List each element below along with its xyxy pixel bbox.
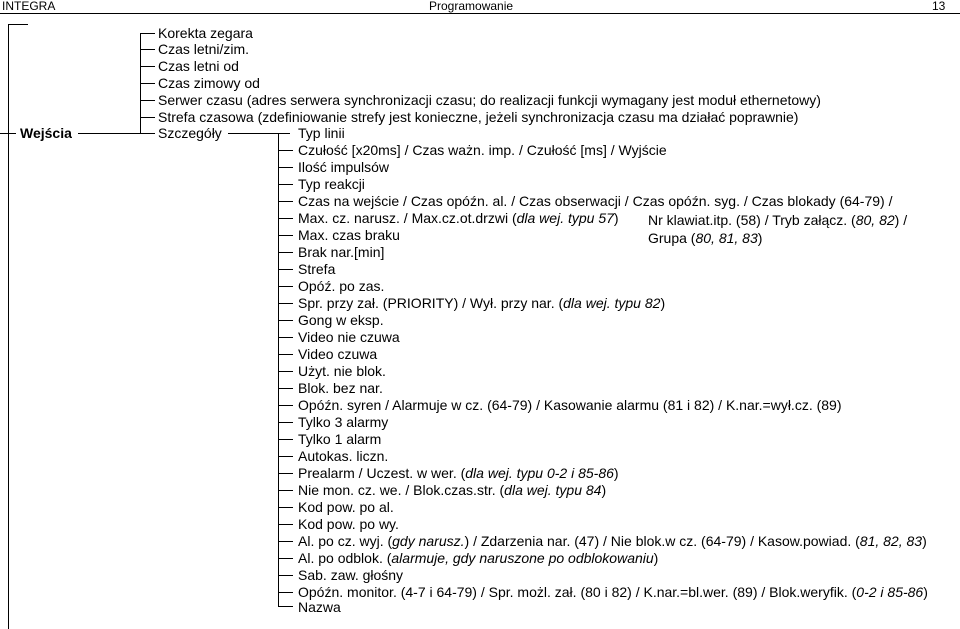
- level2-tick: [278, 286, 293, 287]
- detail-sab-zaw-glosny: Sab. zaw. głośny: [298, 567, 404, 583]
- menu-item-strefa-czasowa: Strefa czasowa (zdefiniowanie strefy jest konieczne, jeżeli synchronizacja czasu ma działać poprawnie): [158, 109, 799, 125]
- detail-kod-pow-po-wy: Kod pow. po wy.: [298, 516, 399, 532]
- detail-kod-pow-po-al: Kod pow. po al.: [298, 499, 394, 515]
- header-product: INTEGRA: [2, 0, 56, 13]
- detail-blok-bez-nar: Blok. bez nar.: [298, 380, 383, 396]
- level2-tick: [278, 558, 293, 559]
- level2-tick: [278, 269, 293, 270]
- menu-item-szczegoly: Szczegóły: [158, 125, 222, 141]
- menu-item-czas-letni-zim: Czas letni/zim.: [158, 41, 250, 57]
- menu-item-czas-zimowy-od: Czas zimowy od: [158, 75, 260, 91]
- menu-item-czas-letni-od: Czas letni od: [158, 58, 239, 74]
- level1-tick: [140, 117, 155, 118]
- root-left-connector: [0, 133, 16, 134]
- detail-grupa: Grupa (80, 81, 83): [648, 230, 763, 246]
- detail-opoz-po-zas: Opóź. po zas.: [298, 278, 385, 294]
- detail-ilosc-impulsow: Ilość impulsów: [298, 159, 390, 175]
- level2-vertical: [278, 133, 279, 606]
- tree-root-label: Wejścia: [20, 125, 72, 141]
- level2-tick: [278, 592, 293, 593]
- header-section: Programowanie: [429, 0, 514, 13]
- level2-tick: [278, 575, 293, 576]
- level2-tick: [278, 456, 293, 457]
- page-header: [0, 0, 960, 14]
- level2-tick: [278, 167, 293, 168]
- level2-tick: [278, 320, 293, 321]
- outer-bracket-line: [8, 24, 9, 629]
- header-page-number: 13: [932, 0, 946, 13]
- detail-prealarm: Prealarm / Uczest. w wer. (dla wej. typu 0-2 i 85-86): [298, 465, 619, 481]
- detail-opozn-syren: Opóźn. syren / Alarmuje w cz. (64-79) / Kasowanie alarmu (81 i 82) / K.nar.=wył.cz. (89): [298, 397, 842, 413]
- outer-bracket-top: [8, 24, 28, 25]
- detail-tylko-3-alarmy: Tylko 3 alarmy: [298, 414, 389, 430]
- level1-tick: [140, 66, 155, 67]
- level2-tick: [278, 439, 293, 440]
- detail-czas-na-wejscie: Czas na wejście / Czas opóźn. al. / Czas obserwacji / Czas opóźn. syg. / Czas blokady (64-79) /: [298, 193, 893, 209]
- level2-tick: [278, 371, 293, 372]
- menu-item-serwer-czasu: Serwer czasu (adres serwera synchronizacji czasu; do realizacji funkcji wymagany jest moduł ethernetowy): [158, 92, 821, 108]
- detail-al-po-cz-wyj: Al. po cz. wyj. (gdy narusz.) / Zdarzenia nar. (47) / Nie blok.w cz. (64-79) / Kasow.powiad. (81, 82, 83): [298, 533, 927, 549]
- level2-tick: [278, 405, 293, 406]
- detail-max-cz-narusz: Max. cz. narusz. / Max.cz.ot.drzwi (dla wej. typu 57): [298, 210, 619, 226]
- detail-autokas: Autokas. liczn.: [298, 448, 389, 464]
- level1-tick: [140, 33, 155, 34]
- level1-tick: [140, 49, 155, 50]
- detail-czulosc: Czułość [x20ms] / Czas ważn. imp. / Czułość [ms] / Wyjście: [298, 142, 667, 158]
- details-connector: [228, 133, 290, 134]
- level2-tick: [278, 201, 293, 202]
- level2-tick: [278, 490, 293, 491]
- detail-typ-linii: Typ linii: [298, 125, 345, 141]
- detail-opozn-monitor: Opóźn. monitor. (4-7 i 64-79) / Spr. możl. zał. (80 i 82) / K.nar.=bl.wer. (89) / Blok.weryfik. (0-2 i 85-86): [298, 584, 928, 600]
- detail-uzyt-nie-blok: Użyt. nie blok.: [298, 363, 386, 379]
- level2-tick: [278, 606, 293, 607]
- level2-tick: [278, 184, 293, 185]
- menu-item-korekta-zegara: Korekta zegara: [158, 25, 253, 41]
- detail-brak-nar: Brak nar.[min]: [298, 244, 385, 260]
- level1-tick: [140, 83, 155, 84]
- detail-nazwa: Nazwa: [298, 599, 341, 615]
- level2-tick: [278, 303, 293, 304]
- detail-tylko-1-alarm: Tylko 1 alarm: [298, 431, 382, 447]
- level2-tick: [278, 218, 293, 219]
- detail-gong: Gong w eksp.: [298, 312, 384, 328]
- detail-nr-klawiat: Nr klawiat.itp. (58) / Tryb załącz. (80, 82) /: [648, 212, 908, 228]
- detail-strefa: Strefa: [298, 261, 336, 277]
- detail-video-czuwa: Video czuwa: [298, 346, 378, 362]
- root-connector: [78, 133, 140, 134]
- level2-tick: [278, 337, 293, 338]
- level2-tick: [278, 235, 293, 236]
- detail-al-po-odblok: Al. po odblok. (alarmuje, gdy naruszone po odblokowaniu): [298, 550, 659, 566]
- level2-tick: [278, 524, 293, 525]
- detail-spr-przy-zal: Spr. przy zał. (PRIORITY) / Wył. przy nar. (dla wej. typu 82): [298, 295, 666, 311]
- level2-tick: [278, 388, 293, 389]
- level2-tick: [278, 473, 293, 474]
- level2-tick: [278, 541, 293, 542]
- detail-nie-mon: Nie mon. cz. we. / Blok.czas.str. (dla wej. typu 84): [298, 482, 607, 498]
- detail-video-nie-czuwa: Video nie czuwa: [298, 329, 400, 345]
- detail-typ-reakcji: Typ reakcji: [298, 176, 365, 192]
- level1-tick: [140, 100, 155, 101]
- header-rule: [0, 13, 960, 14]
- level2-tick: [278, 354, 293, 355]
- level1-tick: [140, 133, 155, 134]
- level2-tick: [278, 507, 293, 508]
- level2-tick: [278, 252, 293, 253]
- detail-max-czas-braku: Max. czas braku: [298, 227, 400, 243]
- level2-tick: [278, 422, 293, 423]
- level2-tick: [278, 150, 293, 151]
